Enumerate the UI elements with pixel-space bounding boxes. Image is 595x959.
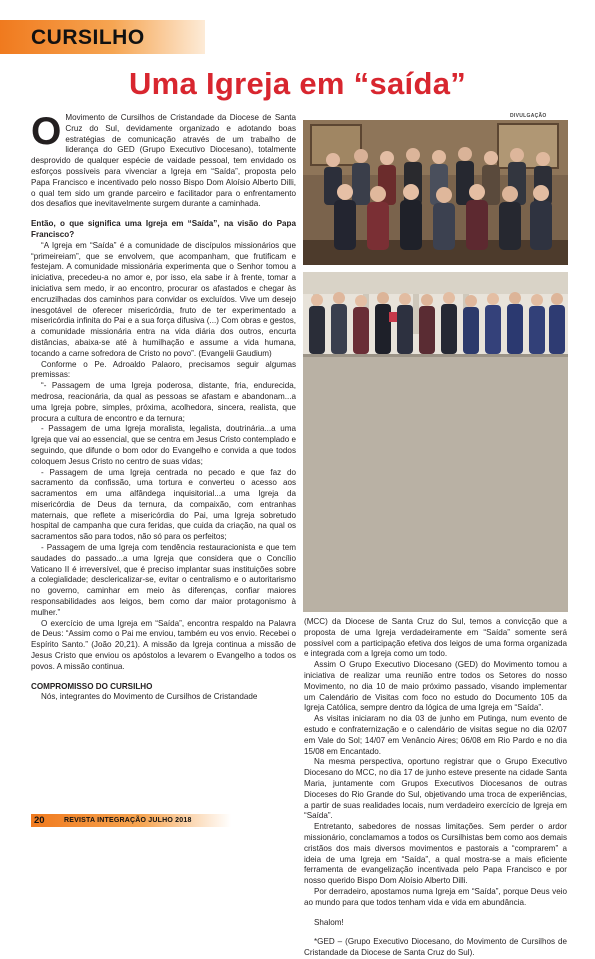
right-column <box>304 617 567 959</box>
quote-paragraph: “A Igreja em “Saída” é a comunidade de discípulos missionários que “primeireiam”, que se envolvem, que acompanham, que frutificam e festejam. A comunidade missionária experimenta que o Senhor tomou a iniciativa, precedeu-a no amor e, por isso, ela sabe ir à frente, tomar a iniciativa sem medo, ir ao encontro, procurar os afastados e chegar às encruzilhadas dos caminhos para convidar os excluídos. Vive um desejo inesgotável de oferecer misericórdia, fruto de ter experimentado a misericórdia infinita do Pai e a sua força difusiva (...) Com obras e gestos, a comunidade missionária entra na vida diária dos outros, encurta distâncias, abaixa-se até à humilhação e assume a vida humana, tocando a carne sofredora de Cristo no povo”. (Evangelii Gaudium) <box>31 240 296 358</box>
section-label: CURSILHO <box>31 26 145 49</box>
drop-cap: O <box>31 110 62 153</box>
group-photo-indoor-graphic <box>303 120 568 265</box>
intro-text: Movimento de Cursilhos de Cristandade da Diocese de Santa Cruz do Sul, devidamente organizado e adotando boas estratégias de comunicação através de um trabalho de liderança do GED (Grupo Executivo Diocesano), totalmente desprovido de qualquer espécie de vaidade pessoal, tem envidado os esforços possíveis para vivenciar a Igreja em “Saída”, proposta pelo Papa Francisco e incentivado pelo nosso Bispo Dom Aloísio Alberto Dilli, o qual tem sido um grande parceiro e facilitador para o enfrentamento dos desafios que inevitavelmente surgem durante a caminhada. <box>31 113 296 209</box>
shalom-line: Shalom! <box>314 917 344 927</box>
mcc-paragraph: (MCC) da Diocese de Santa Cruz do Sul, temos a convicção que a proposta de uma Igreja verdadeiramente em “Saída” somente será possível com a participação efetiva dos leigos de uma forma organizada e integrada com a Igreja como um todo. <box>304 617 567 659</box>
subheading: COMPROMISSO DO CURSILHO <box>31 681 153 691</box>
palaoro-paragraph: Conforme o Pe. Adroaldo Palaoro, precisamos seguir algumas premissas: <box>31 359 296 380</box>
premise-3: - Passagem de uma Igreja centrada no pecado e que faz do sacramento da confissão, uma tortura e converteu o acesso aos sacramentos em uma alfândega inquisitorial...a uma Igreja da misericórdia de Deus da ternura, da compaixão, com entranhas maternais, que reflete a misericórdia do Pai, uma Igreja sobretudo hospital de campanha que cura feridas, que cuida da criação, na qual os sacramentos são para todos, não só para os perfeitos; <box>31 467 296 542</box>
left-column <box>31 110 296 703</box>
group-photo-indoor <box>303 120 568 265</box>
premise-4: - Passagem de uma Igreja com tendência restauracionista e que tem saudades do passado...a uma Igreja que considera que o Concílio Vaticano II é irreversível, que é preciso implantar suas instituições sobre a colegialidade; desclericalizar-se, evitar o centralismo e o autoritarismo no governo, caminhar em meio às diferenças, confiar maiores responsabilidades aos leigos, bem como dar maior protagonismo à mulher.” <box>31 543 296 617</box>
visitas-paragraph: As visitas iniciaram no dia 03 de junho em Putinga, num evento de estudo e confraternização e o calendário de visitas segue no dia 02/07 em Vale do Sol; 14/07 em Venâncio Aires; 06/08 em Rio Pardo e no dia 15/08 em Encantado. <box>304 714 567 756</box>
premise-2: - Passagem de uma Igreja moralista, legalista, doutrinária...a uma Igreja que vai ao essencial, que se centra em Jesus Cristo contemplado e seguindo, que difunde o bom odor do Evangelho e convida a que todos coloquem Jesus Cristo no centro de suas vidas; <box>31 424 296 466</box>
photo-credit: DIVULGAÇÃO <box>510 113 547 119</box>
article-title: Uma Igreja em “saída” <box>128 66 467 101</box>
page-number: 20 <box>34 815 45 826</box>
ged-paragraph: Assim O Grupo Executivo Diocesano (GED) do Movimento tomou a iniciativa de realizar uma reunião entre todos os Setores do nosso Movimento, no dia 10 de maio próximo passado, visando implementar um Calendário de Visitas com foco no estudo do Documento 105 da Igreja Católica, sempre dentro da lógica de uma Igreja em “Saída”. <box>304 660 567 713</box>
publication-name: REVISTA INTEGRAÇÃO JULHO 2018 <box>64 817 192 824</box>
premise-1: “- Passagem de uma Igreja poderosa, distante, fria, endurecida, medrosa, reacionária, da qual as pessoas se afastam e abandonam...a uma Igreja pobre, simples, próxima, acolhedora, sincera, realista, que procura a cultura de encontro e da ternura; <box>31 381 296 423</box>
footnote: *GED – (Grupo Executivo Diocesano, do Movimento de Cursilhos de Cristandade da Diocese de Santa Cruz do Sul). <box>304 937 567 958</box>
group-photo-hall-graphic <box>303 272 568 612</box>
intro-paragraph <box>31 110 296 210</box>
derradeiro-paragraph: Por derradeiro, apostamos numa Igreja em “Saída”, porque Deus veio ao mundo para que todos tenham vida e vida em abundância. <box>304 886 567 907</box>
entretanto-paragraph: Entretanto, sabedores de nossas limitações. Sem perder o ardor missionário, conclamamos a todos os Cursilhistas bem como aos demais cristãos dos mais diversos movimentos e pastorais a “comprarem” a ideia de uma Igreja em “Saída”, a qual mostra-se a mais eficiente ferramenta de evangelização incentivada pelo Papa Francisco e por nosso querido Bispo Dom Aloísio Alberto Dilli. <box>304 822 567 886</box>
group-photo-hall <box>303 272 568 612</box>
question-heading: Então, o que significa uma Igreja em “Saída”, na visão do Papa Francisco? <box>31 219 296 239</box>
perspectiva-paragraph: Na mesma perspectiva, oportuno registrar que o Grupo Executivo Diocesano do MCC, no dia 17 de junho esteve presente na cidade Santa Maria, juntamente com Grupos Executivos Diocesanos de outras Dioceses do Rio Grande do Sul, objetivando uma troca de experiências, a partir de suas realidades locais, num verdadeiro exercício de Igreja em “Saída”. <box>304 757 567 821</box>
exercicio-paragraph: O exercício de uma Igreja em “Saída”, encontra respaldo na Palavra de Deus: “Assim como o Pai me enviou, também eu vos envio. Recebei o Espírito Santo.” (João 20,21). A missão da Igreja continua a missão de Jesus Cristo que enviou os apóstolos a levarem o Evangelho a todos os povos. A missão continua. <box>31 618 296 671</box>
nos-paragraph: Nós, integrantes do Movimento de Cursilhos de Cristandade <box>41 692 258 702</box>
